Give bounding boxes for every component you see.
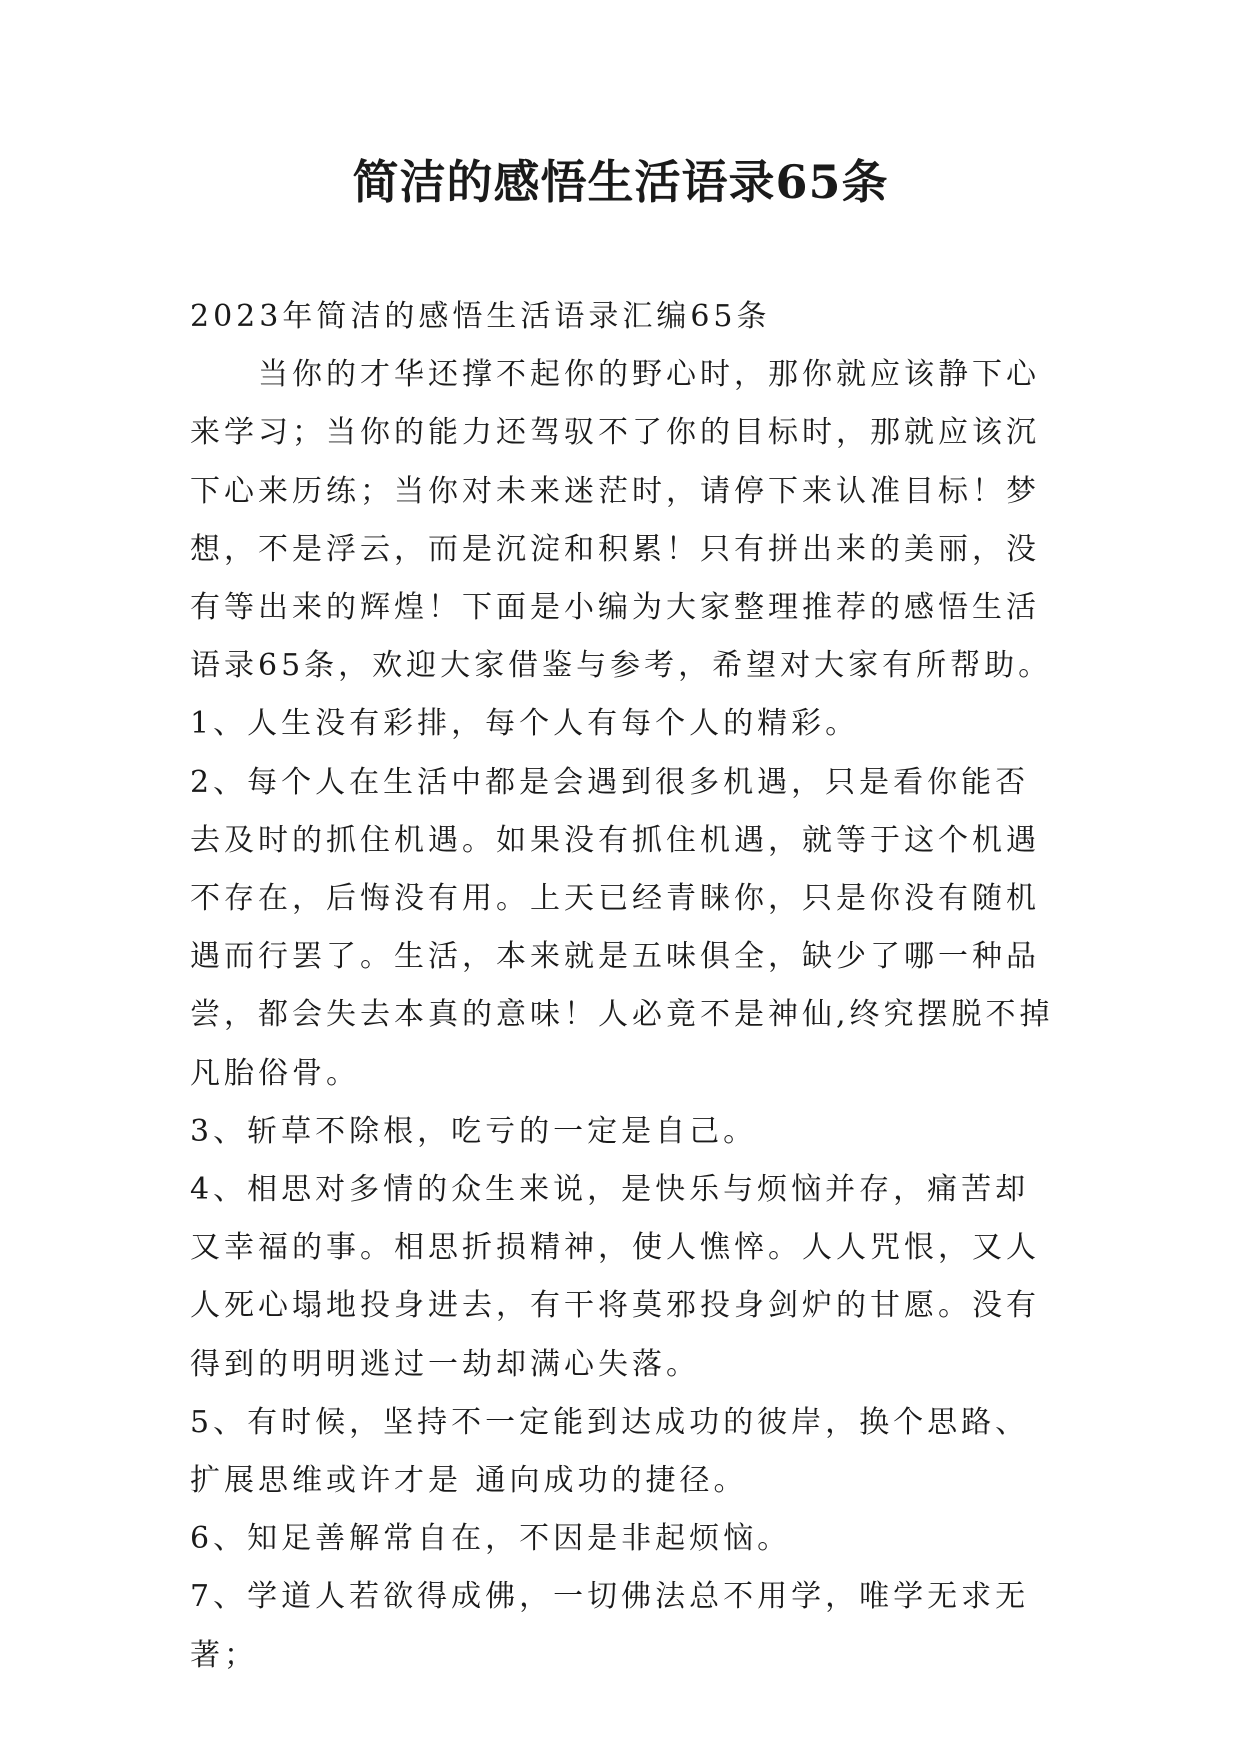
list-item: 2、每个人在生活中都是会遇到很多机遇，只是看你能否去及时的抓住机遇。如果没有抓住机遇，就等于这个机遇不存在，后悔没有用。上天已经青睐你，只是你没有随机遇而行罢了。生活，本来就是五味俱全，缺少了哪一种品尝，都会失去本真的意味！人必竟不是神仙,终究摆脱不掉凡胎俗骨。 <box>190 764 1054 1091</box>
list-item: 3、斩草不除根，吃亏的一定是自己。 <box>190 1113 758 1149</box>
list-item: 1、人生没有彩排，每个人有每个人的精彩。 <box>190 706 860 742</box>
list-item: 4、相思对多情的众生来说，是快乐与烦恼并存，痛苦却又幸福的事。相思折损精神，使人憔悴。人人咒恨，又人人死心塌地投身进去，有干将莫邪投身剑炉的甘愿。没有得到的明明逃过一劫却满心失落。 <box>190 1172 1040 1382</box>
list-item: 5、有时候，坚持不一定能到达成功的彼岸，换个思路、扩展思维或许才是 通向成功的捷径。 <box>190 1404 1030 1499</box>
document-subtitle: 2023年简洁的感悟生活语录汇编65条 <box>190 299 771 334</box>
document-body <box>190 288 1060 1685</box>
list-item: 7、学道人若欲得成佛，一切佛法总不用学，唯学无求无著； <box>190 1579 1030 1673</box>
document-title: 简洁的感悟生活语录65条 <box>352 155 889 209</box>
intro-paragraph: 当你的才华还撑不起你的野心时，那你就应该静下心来学习；当你的能力还驾驭不了你的目标时，那就应该沉下心来历练；当你对未来迷茫时，请停下来认准目标！梦想，不是浮云，而是沉淀和积累！只有拼出来的美丽，没有等出来的辉煌！下面是小编为大家整理推荐的感悟生活语录65条，欢迎大家借鉴与参考，希望对大家有所帮助。 <box>190 357 1053 684</box>
list-item: 6、知足善解常自在，不因是非起烦恼。 <box>190 1521 792 1557</box>
